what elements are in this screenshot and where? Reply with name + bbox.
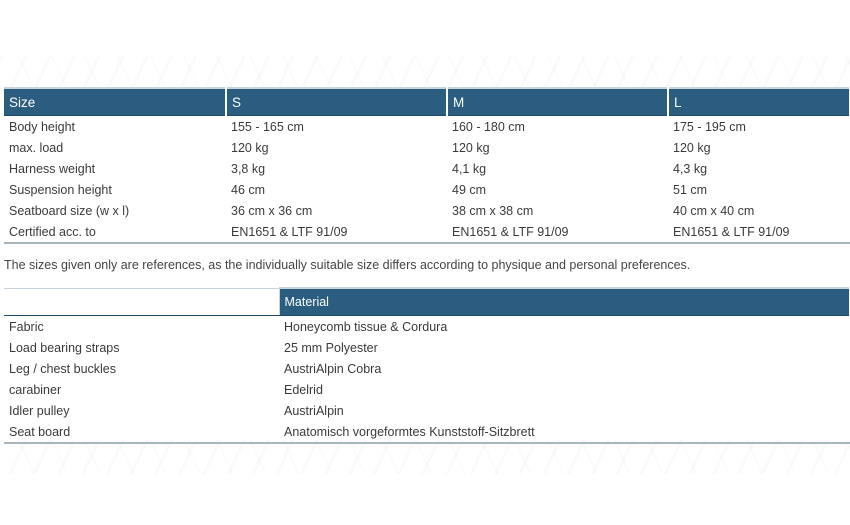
cell-value: 25 mm Polyester	[284, 340, 378, 355]
row-label: carabiner	[9, 382, 62, 397]
cell-value: 120 kg	[231, 140, 269, 155]
row-label: Suspension height	[9, 182, 112, 197]
row-label: Idler pulley	[9, 403, 70, 418]
table-row	[4, 137, 850, 158]
row-label: Fabric	[9, 319, 44, 334]
table-row	[4, 400, 850, 421]
decorative-background-band	[0, 56, 850, 90]
cell-value: 3,8 kg	[231, 161, 266, 176]
row-label: Seatboard size (w x l)	[9, 203, 130, 218]
table-row	[4, 379, 850, 400]
header-size: Size	[4, 88, 226, 116]
header-material: Material	[279, 288, 850, 316]
cell-value: 36 cm x 36 cm	[231, 203, 313, 218]
size-reference-note: The sizes given only are references, as the individually suitable size differs according to physique and personal preferences.	[4, 258, 691, 272]
table-row	[4, 316, 850, 338]
table-row	[4, 158, 850, 179]
row-label: Seat board	[4, 421, 279, 443]
cell-value: 120 kg	[673, 140, 711, 155]
table-row	[4, 221, 850, 243]
header-size-l: L	[668, 88, 850, 116]
row-label: Load bearing straps	[9, 340, 120, 355]
cell-value: 38 cm x 38 cm	[452, 203, 534, 218]
size-table	[4, 87, 850, 244]
table-row	[4, 421, 850, 443]
material-table-header-row	[4, 288, 850, 316]
cell-value: 155 - 165 cm	[231, 119, 304, 134]
cell-value: AustriAlpin	[284, 403, 344, 418]
material-table	[4, 287, 850, 444]
table-row	[4, 200, 850, 221]
cell-value: AustriAlpin Cobra	[284, 361, 382, 376]
cell-value: 160 - 180 cm	[452, 119, 525, 134]
cell-value: Anatomisch vorgeformtes Kunststoff-Sitzbrett	[279, 421, 850, 443]
row-label: max. load	[9, 140, 64, 155]
row-label: Harness weight	[9, 161, 96, 176]
header-size-m: M	[447, 88, 668, 116]
cell-value: 46 cm	[231, 182, 266, 197]
cell-value: EN1651 & LTF 91/09	[447, 221, 668, 243]
cell-value: 4,1 kg	[452, 161, 487, 176]
table-row	[4, 179, 850, 200]
header-component	[4, 288, 279, 316]
cell-value: 51 cm	[673, 182, 708, 197]
row-label: Certified acc. to	[4, 221, 226, 243]
table-row	[4, 116, 850, 138]
table-row	[4, 337, 850, 358]
decorative-background-band	[0, 440, 850, 474]
header-size-s: S	[226, 88, 447, 116]
cell-value: 4,3 kg	[673, 161, 708, 176]
row-label: Leg / chest buckles	[9, 361, 117, 376]
cell-value: Honeycomb tissue & Cordura	[284, 319, 448, 334]
cell-value: Edelrid	[284, 382, 323, 397]
cell-value: 175 - 195 cm	[673, 119, 746, 134]
cell-value: EN1651 & LTF 91/09	[668, 221, 850, 243]
cell-value: 120 kg	[452, 140, 490, 155]
cell-value: 49 cm	[452, 182, 487, 197]
cell-value: EN1651 & LTF 91/09	[226, 221, 447, 243]
row-label: Body height	[9, 119, 76, 134]
cell-value: 40 cm x 40 cm	[673, 203, 755, 218]
table-row	[4, 358, 850, 379]
size-table-header-row	[4, 88, 850, 116]
